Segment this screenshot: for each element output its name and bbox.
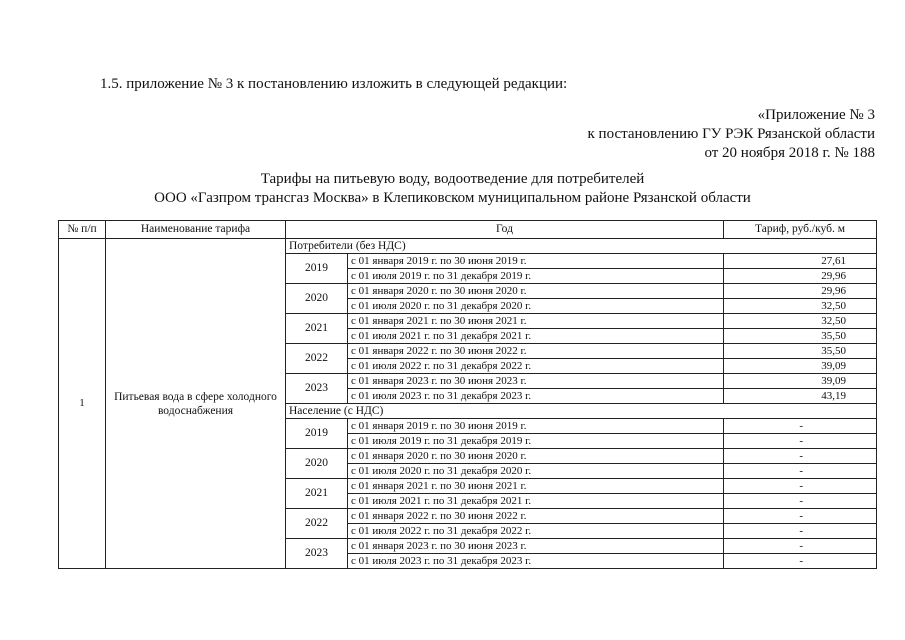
table-header-row: [59, 221, 877, 239]
tariff-name: Питьевая вода в сфере холодного водоснабжения: [106, 239, 286, 569]
tariff-value-cell: 29,96: [724, 284, 877, 299]
tariff-value-cell: 32,50: [724, 314, 877, 329]
title-line-1: Тарифы на питьевую воду, водоотведение для потребителей: [260, 171, 645, 187]
period-cell: с 01 января 2020 г. по 30 июня 2020 г.: [348, 284, 724, 299]
period-cell: с 01 января 2019 г. по 30 июня 2019 г.: [348, 254, 724, 269]
period-cell: с 01 июля 2019 г. по 31 декабря 2019 г.: [348, 269, 724, 284]
year-cell: 2022: [286, 509, 348, 539]
group-label: Население (с НДС): [286, 404, 877, 419]
header-tariff-value: Тариф, руб./куб. м: [724, 221, 877, 239]
year-cell: 2022: [286, 344, 348, 374]
tariff-value-cell: 43,19: [724, 389, 877, 404]
header-number: № п/п: [59, 221, 106, 239]
year-cell: 2019: [286, 254, 348, 284]
annex-line-1: «Приложение № 3: [757, 107, 875, 123]
period-cell: с 01 января 2020 г. по 30 июня 2020 г.: [348, 449, 724, 464]
period-cell: с 01 января 2022 г. по 30 июня 2022 г.: [348, 344, 724, 359]
period-cell: с 01 июля 2020 г. по 31 декабря 2020 г.: [348, 299, 724, 314]
tariff-value-cell: -: [724, 524, 877, 539]
year-cell: 2020: [286, 284, 348, 314]
tariff-table: [58, 220, 877, 569]
table-body: [59, 239, 877, 569]
tariff-value-cell: 35,50: [724, 344, 877, 359]
year-cell: 2023: [286, 539, 348, 569]
header-year: Год: [286, 221, 724, 239]
period-cell: с 01 июля 2023 г. по 31 декабря 2023 г.: [348, 389, 724, 404]
tariff-value-cell: 29,96: [724, 269, 877, 284]
tariff-value-cell: -: [724, 434, 877, 449]
tariff-value-cell: 32,50: [724, 299, 877, 314]
tariff-value-cell: -: [724, 464, 877, 479]
year-cell: 2021: [286, 479, 348, 509]
tariff-value-cell: 35,50: [724, 329, 877, 344]
period-cell: с 01 июля 2022 г. по 31 декабря 2022 г.: [348, 524, 724, 539]
tariff-value-cell: -: [724, 419, 877, 434]
tariff-value-cell: 27,61: [724, 254, 877, 269]
year-cell: 2023: [286, 374, 348, 404]
group-row: [59, 239, 877, 254]
period-cell: с 01 июля 2023 г. по 31 декабря 2023 г.: [348, 554, 724, 569]
group-label: Потребители (без НДС): [286, 239, 877, 254]
annex-line-2: к постановлению ГУ РЭК Рязанской области: [587, 126, 875, 142]
period-cell: с 01 июля 2022 г. по 31 декабря 2022 г.: [348, 359, 724, 374]
tariff-value-cell: 39,09: [724, 374, 877, 389]
period-cell: с 01 июля 2021 г. по 31 декабря 2021 г.: [348, 494, 724, 509]
tariff-value-cell: -: [724, 539, 877, 554]
annex-line-3: от 20 ноября 2018 г. № 188: [704, 145, 875, 161]
period-cell: с 01 июля 2021 г. по 31 декабря 2021 г.: [348, 329, 724, 344]
title-line-2: ООО «Газпром трансгаз Москва» в Клепиковском муниципальном районе Рязанской области: [154, 190, 751, 206]
tariff-value-cell: -: [724, 479, 877, 494]
tariff-value-cell: 39,09: [724, 359, 877, 374]
period-cell: с 01 января 2019 г. по 30 июня 2019 г.: [348, 419, 724, 434]
period-cell: с 01 января 2023 г. по 30 июня 2023 г.: [348, 374, 724, 389]
intro-paragraph: 1.5. приложение № 3 к постановлению изложить в следующей редакции:: [100, 76, 568, 92]
row-number: 1: [59, 239, 106, 569]
tariff-value-cell: -: [724, 554, 877, 569]
tariff-value-cell: -: [724, 509, 877, 524]
period-cell: с 01 января 2021 г. по 30 июня 2021 г.: [348, 314, 724, 329]
tariff-value-cell: -: [724, 449, 877, 464]
document-title: [0, 170, 905, 208]
year-cell: 2019: [286, 419, 348, 449]
period-cell: с 01 января 2021 г. по 30 июня 2021 г.: [348, 479, 724, 494]
period-cell: с 01 января 2022 г. по 30 июня 2022 г.: [348, 509, 724, 524]
annex-reference: [588, 106, 875, 163]
period-cell: с 01 июля 2019 г. по 31 декабря 2019 г.: [348, 434, 724, 449]
tariff-value-cell: -: [724, 494, 877, 509]
period-cell: с 01 января 2023 г. по 30 июня 2023 г.: [348, 539, 724, 554]
header-tariff-name: Наименование тарифа: [106, 221, 286, 239]
year-cell: 2021: [286, 314, 348, 344]
period-cell: с 01 июля 2020 г. по 31 декабря 2020 г.: [348, 464, 724, 479]
year-cell: 2020: [286, 449, 348, 479]
